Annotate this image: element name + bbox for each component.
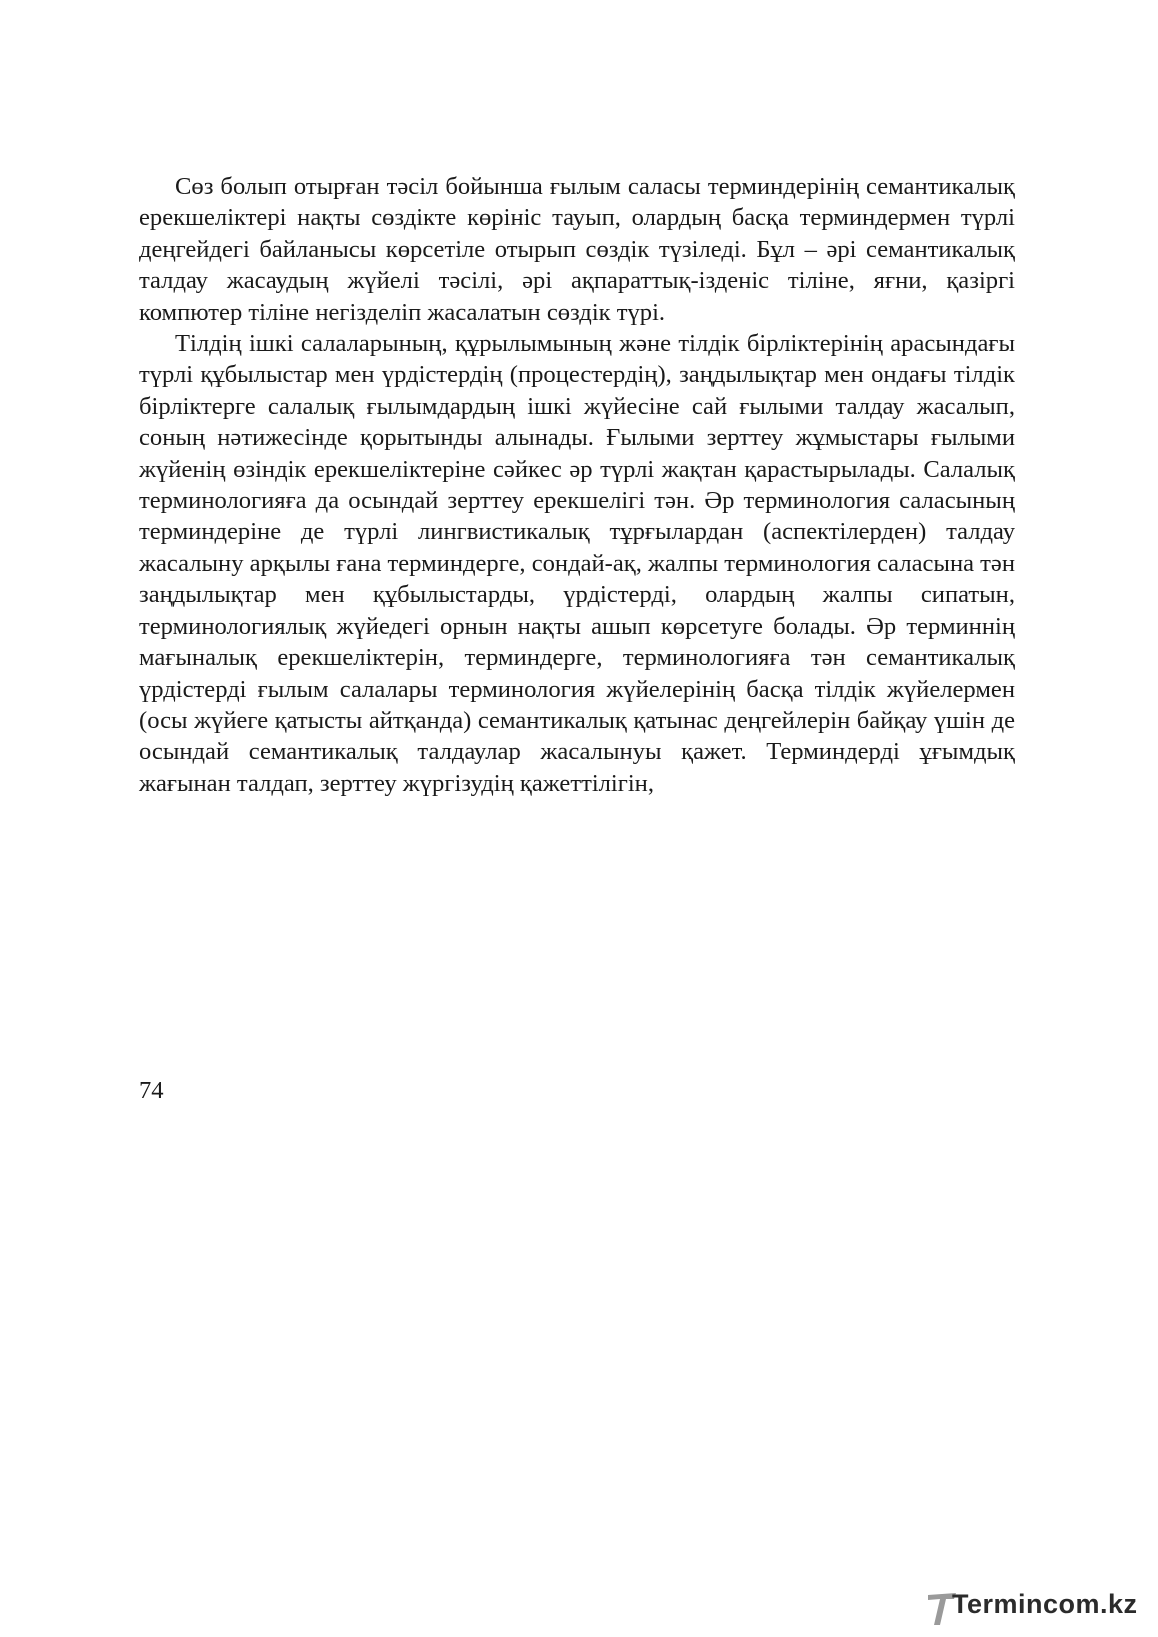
paragraph: Тілдің ішкі салаларының, құрылымының және тілдік бірліктерінің арасындағы түрлі құбылыстар мен үрдістердің (процестердің), заңдылықтар мен ондағы тілдік бірліктерге салалық ғылымдардың ішкі жүйесіне сай ғылыми талдау жасалып, соның нәтижесінде қорытынды алынады. Ғылыми зерттеу жұмыстары ғылыми жүйенің өзіндік ерекшеліктеріне сәйкес әр түрлі жақтан қарастырылады. Салалық терминологияға да осындай зерттеу ерекшелігі тән. Әр терминология саласының терминдеріне де түрлі лингвистикалық тұрғылардан (аспектілерден) талдау жасалыну арқылы ғана терминдерге, сондай-ақ, жалпы терминология саласына тән заңдылықтар мен құбылыстарды, үрдістерді, олардың жалпы сипатын, терминологиялық жүйедегі орнын нақты ашып көрсетуге болады. Әр терминнің мағыналық ерекшеліктерін, терминдерге, терминологияға тән семантикалық үрдістерді ғылым салалары терминология жүйелерінің басқа тілдік жүйелермен (осы жүйеге қатысты айтқанда) семантикалық қатынас деңгейлерін байқау үшін де осындай семантикалық талдаулар жасалынуы қажет. Терминдерді ұғымдық жағынан талдап, зерттеу жүргізудің қажеттілігін, <box>139 330 1015 797</box>
watermark-logo <box>926 1587 1146 1629</box>
paragraph: Сөз болып отырған тәсіл бойынша ғылым саласы терминдерінің семантикалық ерекшеліктері нақты сөздікте көрініс тауып, олардың басқа терминдермен түрлі деңгейдегі байланысы көрсетіле отырып сөздік түзіледі. Бұл – әрі семантикалық талдау жасаудың жүйелі тәсілі, әрі ақпараттық-ізденіс тіліне, яғни, қазіргі компютер тіліне негізделіп жасалатын сөздік түрі. <box>139 173 1015 326</box>
page-number: 74 <box>139 1077 164 1104</box>
watermark-text: Termincom.kz <box>952 1589 1138 1619</box>
page-body <box>139 171 1015 799</box>
